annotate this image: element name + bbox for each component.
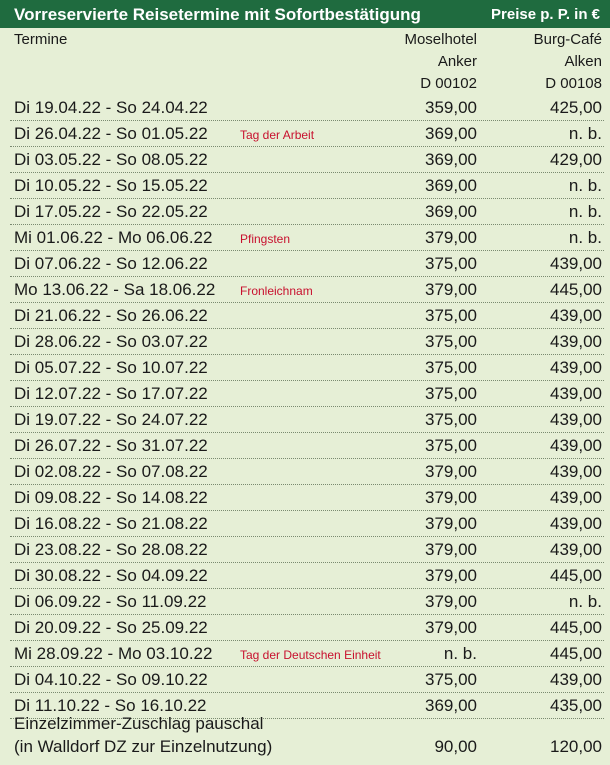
price-hotel1: 369,00 <box>425 176 477 195</box>
table-row <box>0 355 610 381</box>
holiday-note: Tag der Arbeit <box>240 128 315 142</box>
date-range: Di 19.07.22 - So 24.07.22 <box>14 410 208 429</box>
table-row <box>0 511 610 537</box>
date-range: Di 06.09.22 - So 11.09.22 <box>14 592 207 611</box>
price-hotel2: n. b. <box>568 228 602 247</box>
price-hotel2: 439,00 <box>550 436 602 455</box>
column-header-hotel1-code: D 00102 <box>420 75 477 92</box>
price-hotel1: 375,00 <box>425 384 477 403</box>
price-hotel2: 439,00 <box>550 306 602 325</box>
date-range: Mi 28.09.22 - Mo 03.10.22 <box>14 644 213 663</box>
price-hotel2: 445,00 <box>550 644 602 663</box>
price-hotel1: 369,00 <box>425 124 477 143</box>
price-hotel1: 379,00 <box>425 514 477 533</box>
price-hotel1: 375,00 <box>425 254 477 273</box>
date-range: Di 26.04.22 - So 01.05.22 <box>14 124 208 143</box>
price-hotel1: 379,00 <box>425 618 477 637</box>
holiday-note: Fronleichnam <box>240 284 313 298</box>
table-row <box>0 433 610 459</box>
price-hotel1: 375,00 <box>425 670 477 689</box>
price-hotel2: 439,00 <box>550 332 602 351</box>
price-hotel1: 369,00 <box>425 202 477 221</box>
table-row <box>0 407 610 433</box>
price-hotel1: 369,00 <box>425 696 477 715</box>
table-row <box>0 537 610 563</box>
column-header-hotel2-code: D 00108 <box>545 75 602 92</box>
price-hotel1: 379,00 <box>425 228 477 247</box>
date-range: Di 23.08.22 - So 28.08.22 <box>14 540 208 559</box>
date-range: Mi 01.06.22 - Mo 06.06.22 <box>14 228 213 247</box>
price-hotel2: 439,00 <box>550 358 602 377</box>
surcharge-sublabel: (in Walldorf DZ zur Einzelnutzung) <box>14 737 273 756</box>
price-hotel2: 445,00 <box>550 566 602 585</box>
table-row <box>0 225 610 251</box>
price-hotel2: 445,00 <box>550 618 602 637</box>
price-hotel2: n. b. <box>568 124 602 143</box>
table-row <box>0 667 610 693</box>
price-hotel2: 435,00 <box>550 696 602 715</box>
table-row <box>0 147 610 173</box>
surcharge-label: Einzelzimmer-Zuschlag pauschal <box>14 714 264 733</box>
single-room-surcharge <box>0 712 610 765</box>
holiday-note: Tag der Deutschen Einheit <box>240 648 381 662</box>
table-row <box>0 329 610 355</box>
table-header-bar <box>0 0 610 28</box>
date-range: Di 02.08.22 - So 07.08.22 <box>14 462 208 481</box>
table-row <box>0 199 610 225</box>
date-range: Di 26.07.22 - So 31.07.22 <box>14 436 208 455</box>
table-row <box>0 277 610 303</box>
date-range: Di 04.10.22 - So 09.10.22 <box>14 670 208 689</box>
date-range: Di 21.06.22 - So 26.06.22 <box>14 306 208 325</box>
price-hotel2: 439,00 <box>550 540 602 559</box>
price-hotel2: 439,00 <box>550 254 602 273</box>
table-row <box>0 485 610 511</box>
price-hotel2: n. b. <box>568 176 602 195</box>
price-unit-label: Preise p. P. in € <box>491 6 600 23</box>
price-hotel2: 439,00 <box>550 462 602 481</box>
price-hotel2: 429,00 <box>550 150 602 169</box>
price-hotel1: 379,00 <box>425 540 477 559</box>
column-header-hotel2-name2: Alken <box>564 53 602 70</box>
price-hotel1: 379,00 <box>425 462 477 481</box>
price-hotel2: 425,00 <box>550 98 602 117</box>
price-hotel2: 439,00 <box>550 670 602 689</box>
price-hotel1: 359,00 <box>425 98 477 117</box>
price-hotel1: 379,00 <box>425 592 477 611</box>
table-row <box>0 251 610 277</box>
table-row <box>0 459 610 485</box>
column-header-hotel2-name: Burg-Café <box>533 31 602 48</box>
date-range: Di 07.06.22 - So 12.06.22 <box>14 254 208 273</box>
holiday-note: Pfingsten <box>240 232 291 246</box>
price-hotel1: 375,00 <box>425 410 477 429</box>
table-row <box>0 381 610 407</box>
price-hotel1: 375,00 <box>425 332 477 351</box>
price-hotel1: 379,00 <box>425 566 477 585</box>
surcharge-price-hotel1: 90,00 <box>434 737 477 756</box>
date-range: Di 03.05.22 - So 08.05.22 <box>14 150 208 169</box>
price-hotel1: 379,00 <box>425 488 477 507</box>
table-row <box>0 563 610 589</box>
date-range: Di 09.08.22 - So 14.08.22 <box>14 488 208 507</box>
date-range: Di 12.07.22 - So 17.07.22 <box>14 384 208 403</box>
price-hotel2: n. b. <box>568 592 602 611</box>
price-hotel2: 439,00 <box>550 410 602 429</box>
price-hotel1: 375,00 <box>425 436 477 455</box>
price-hotel1: n. b. <box>443 644 477 663</box>
table-title: Vorreservierte Reisetermine mit Sofortbestätigung <box>14 5 421 24</box>
column-header-hotel1-name: Moselhotel <box>404 31 477 48</box>
table-row <box>0 121 610 147</box>
date-range: Di 20.09.22 - So 25.09.22 <box>14 618 208 637</box>
date-range: Di 19.04.22 - So 24.04.22 <box>14 98 208 117</box>
table-row <box>0 303 610 329</box>
column-header-termine: Termine <box>14 31 68 48</box>
column-header-hotel1-name2: Anker <box>437 53 477 70</box>
price-hotel1: 375,00 <box>425 358 477 377</box>
date-range: Di 05.07.22 - So 10.07.22 <box>14 358 208 377</box>
date-range: Di 30.08.22 - So 04.09.22 <box>14 566 208 585</box>
table-row <box>0 95 610 121</box>
table-row <box>0 589 610 615</box>
date-range: Di 28.06.22 - So 03.07.22 <box>14 332 208 351</box>
price-hotel2: 439,00 <box>550 514 602 533</box>
price-hotel1: 369,00 <box>425 150 477 169</box>
surcharge-price-hotel2: 120,00 <box>550 737 602 756</box>
date-range: Di 16.08.22 - So 21.08.22 <box>14 514 208 533</box>
table-body <box>0 95 610 719</box>
date-range: Di 10.05.22 - So 15.05.22 <box>14 176 208 195</box>
price-hotel2: 439,00 <box>550 384 602 403</box>
table-row <box>0 615 610 641</box>
table-row <box>0 173 610 199</box>
date-range: Di 11.10.22 - So 16.10.22 <box>14 696 207 715</box>
table-row <box>0 641 610 667</box>
price-hotel1: 379,00 <box>425 280 477 299</box>
price-hotel1: 375,00 <box>425 306 477 325</box>
price-hotel2: 439,00 <box>550 488 602 507</box>
price-hotel2: 445,00 <box>550 280 602 299</box>
price-hotel2: n. b. <box>568 202 602 221</box>
date-range: Di 17.05.22 - So 22.05.22 <box>14 202 208 221</box>
date-range: Mo 13.06.22 - Sa 18.06.22 <box>14 280 216 299</box>
